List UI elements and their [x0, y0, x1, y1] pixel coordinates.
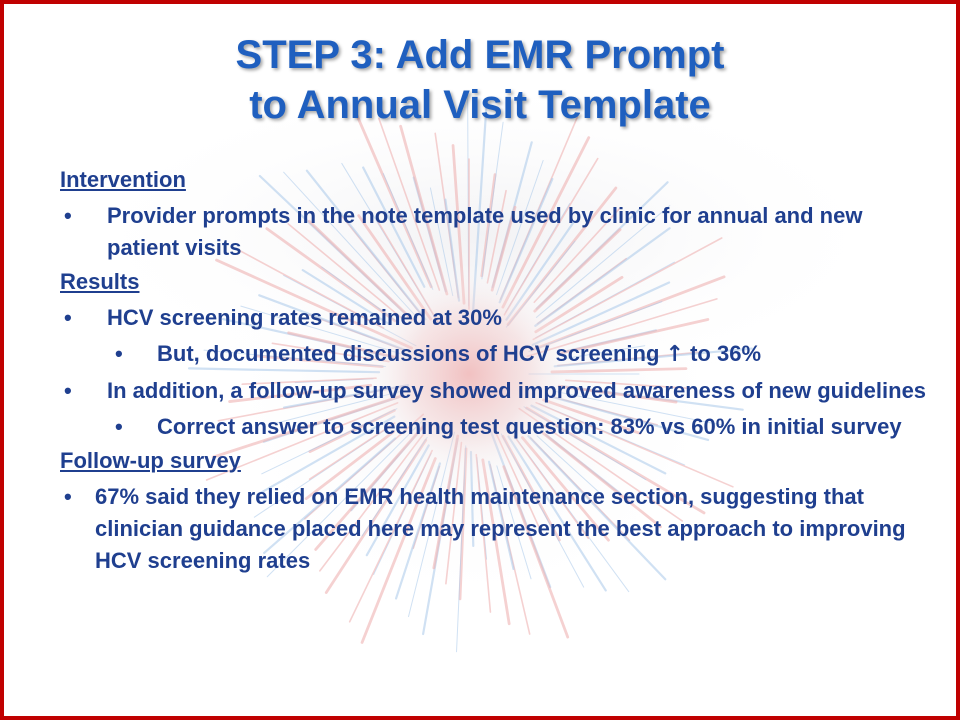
title-line-1: STEP 3: Add EMR Prompt	[235, 33, 725, 77]
bullet-results-1: • HCV screening rates remained at 30%	[60, 302, 940, 334]
slide-title	[4, 30, 956, 130]
sub-bullet-results-2: • Correct answer to screening test question: 83% vs 60% in initial survey	[60, 411, 940, 443]
section-heading-results: Results	[60, 269, 140, 294]
title-line-2: to Annual Visit Template	[249, 83, 711, 127]
section-heading-follow-up-survey: Follow-up survey	[60, 448, 241, 473]
bullet-intervention-1: • Provider prompts in the note template used by clinic for annual and new patient visits	[60, 200, 940, 264]
bullet-follow-up-1: • 67% said they relied on EMR health maintenance section, suggesting that clinician guidance placed here may represent the best approach to improving HCV screening rates	[60, 481, 940, 577]
up-arrow-icon: ↑	[665, 342, 684, 367]
section-heading-intervention: Intervention	[60, 167, 186, 192]
bullet-results-2: • In addition, a follow-up survey showed improved awareness of new guidelines	[60, 375, 940, 407]
slide-body	[60, 164, 940, 577]
sub-bullet-results-1	[60, 338, 940, 371]
sub-bullet-text-after: to 36%	[690, 341, 762, 366]
sub-bullet-text: But, documented discussions of HCV screening	[157, 341, 660, 366]
